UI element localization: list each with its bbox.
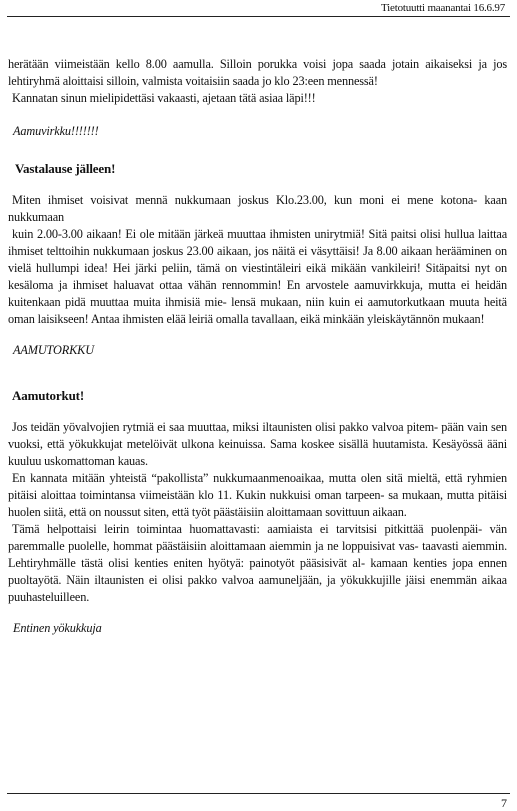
paragraph: Miten ihmiset voisivat mennä nukkumaan joskus Klo.23.00, kun moni ei mene kotona- kaan nukkumaan xyxy=(8,193,507,224)
header-rule xyxy=(7,16,510,17)
signature: AAMUTORKKU xyxy=(13,343,94,357)
paragraph: kuin 2.00-3.00 aikaan! Ei ole mitään järkeä muuttaa ihmisten unirytmiä! Sitä paitsi olisi hullua laittaa ihmiset telttoihin nukkumaan joskus 23.00 aikaan, jos näitä ei väsyttäisi! Ja 8.00 aikaan herääminen on vielä hullumpi idea! Hei järki peliin, tämä on viestintäleiri eikä mikään vankileiri! Sitäpaitsi nyt on kesäloma ja ihmiset haluavat ottaa vähän rennommin! En arvostele aamuvirkkuja, mutta ei heidän kuitenkaan pidä muuttaa muita ihmisiä mie- lensä mukaan, niin kuin ei aamutorkutkaan muuta heitä oman laisikseen! Antaa ihmisten elää leiriä omalla tavallaan, eikä minkään yleiskäytännön mukaan! xyxy=(8,227,507,326)
section-heading: Vastalause jälleen! xyxy=(15,161,116,176)
paragraph: herätään viimeistään kello 8.00 aamulla. Silloin porukka voisi jopa saada jotain aikaiseksi ja jos lehtiryhmä aloittaisi silloin, valmista voitaisiin saada jo klo 23:een mennessä! xyxy=(8,57,507,88)
paragraph: Tämä helpottaisi leirin toimintaa huomattavasti: aamiaista ei tarvitsisi pitkittää puolenpäi- vän paremmalle puolelle, hommat päästäisiin aloittamaan aiemmin ja ne loppuisivat vas- taavasti aiemmin. Lehtiryhmälle tästä olisi kenties eniten hyötyä: painotyöt pääsisivät al- kamaan kenties jopa ennen puoltayötä. Näin iltaunisten ei olisi pakko valvoa aamuneljään, ja yökukkujille jäisi enemmän aikaa puuhasteluilleen. xyxy=(8,522,507,604)
article-body xyxy=(8,56,507,637)
page-number: 7 xyxy=(501,796,507,810)
section-heading: Aamutorkut! xyxy=(12,388,85,403)
paragraph: Kannatan sinun mielipidettäsi vakaasti, ajetaan tätä asiaa läpi!!! xyxy=(12,91,316,105)
page-header: Tietotuutti maanantai 16.6.97 xyxy=(381,2,505,14)
signature: Entinen yökukkuja xyxy=(13,621,102,635)
footer-rule xyxy=(7,793,510,794)
paragraph: Jos teidän yövalvojien rytmiä ei saa muuttaa, miksi iltaunisten olisi pakko valvoa pitem- pään vain sen vuoksi, että yökukkujat metelöivät ulkona keinuissa. Sama koskee sisällä huutamista. Kesäyössä ääni kuuluu uskomattoman kauas. xyxy=(8,420,507,468)
paragraph: En kannata mitään yhteistä “pakollista” nukkumaanmenoaikaa, mutta olen sitä mieltä, että ryhmien pitäisi aloittaa toimintansa viimeistään klo 11. Kukin nukkuisi oman tarpeen- sa mukaan, mutta pitäisi huolen siitä, että on noussut siten, että työt päästäisiin aloittamaan sovittuun aikaan. xyxy=(8,471,507,519)
signature: Aamuvirkku!!!!!!! xyxy=(13,124,99,138)
